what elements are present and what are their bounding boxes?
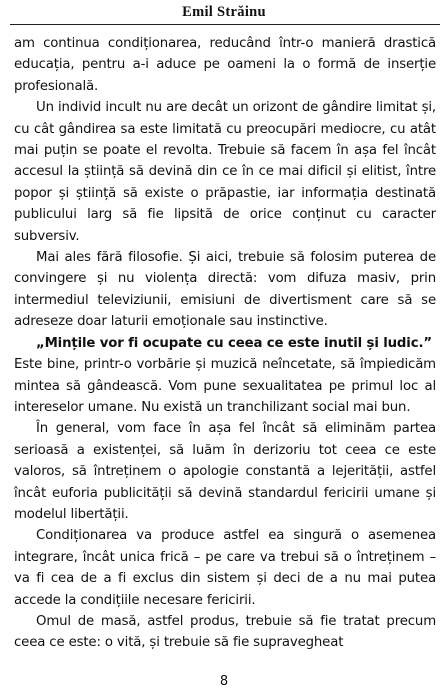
bold-quote: „Mințile vor fi ocupate cu ceea ce este inutil și ludic.” bbox=[36, 335, 432, 351]
paragraph-4: Este bine, printr-o vorbărie și muzică neîncetate, să împiedicăm mintea să gândească. Vom pune sexualitatea pe primul loc al intereselor umane. Nu există un tranchilizant social mai bun. bbox=[14, 357, 436, 415]
paragraph-5: În general, vom face în așa fel încât să eliminăm partea serioasă a existenței, să luăm în derizoriu tot ceea ce este valoros, să întreținem o apologie constantă a lejerității, astfel încât euforia publicității să devină standardul fericirii umane și modelul libertății. bbox=[14, 421, 436, 522]
paragraph-3: Mai ales fără filosofie. Și aici, trebuie să folosim puterea de convingere și nu violența directă: vom difuza masiv, prin intermediul televiziunii, emisiuni de divertisment care să se adreseze doar laturii emoționale sau instinctive. bbox=[14, 250, 436, 330]
body-text bbox=[14, 33, 436, 654]
paragraph-7: Omul de masă, astfel produs, trebuie să fie tratat precum ceea ce este: o vită, și trebuie să fie supravegheat bbox=[14, 613, 436, 651]
paragraph-1: am continua condiționarea, reducând într-o manieră drastică educația, pentru a-i aduce pe oameni la o formă de inserție profesională. bbox=[14, 36, 436, 94]
running-header-author: Emil Străinu bbox=[182, 4, 266, 20]
paragraph-2: Un individ incult nu are decât un orizont de gândire limitat și, cu cât gândirea sa este limitată cu preocupări mediocre, cu atât mai puțin se poate el revolta. Trebuie să facem în așa fel încât accesul la știință să devină din ce în ce mai dificil și elitist, între popor și știință să existe o prăpastie, iar informația destinată publicului larg să fie lipsită de orice conținut cu caracter subversiv. bbox=[14, 100, 436, 244]
header-rule bbox=[10, 24, 440, 25]
page-number: 8 bbox=[219, 674, 229, 689]
paragraph-6: Condiționarea va produce astfel ea singură o asemenea integrare, încât unica frică – pe care va trebui să o întreținem – va fi cea de a fi exclus din sistem și deci de a nu mai putea accede la condițiile necesare fericirii. bbox=[14, 528, 436, 608]
